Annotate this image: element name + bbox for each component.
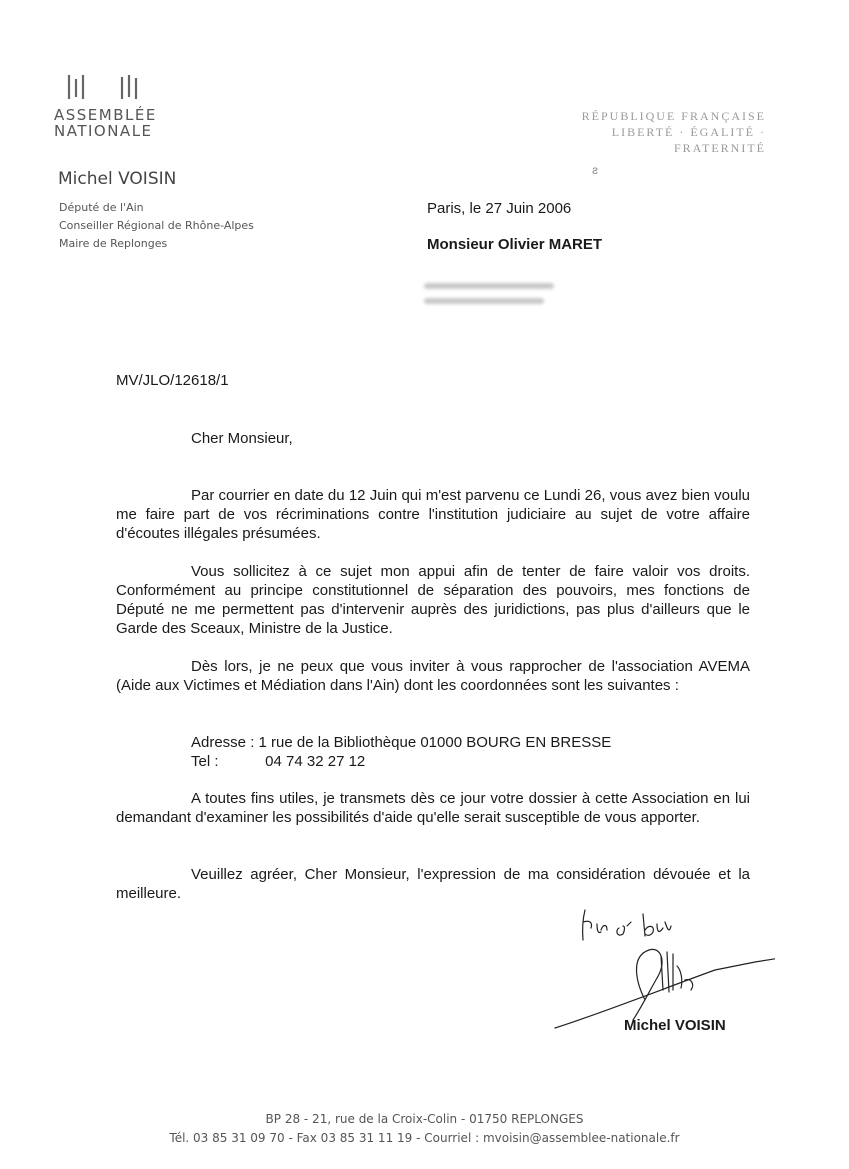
redacted-address (424, 283, 564, 313)
republic-motto (520, 108, 766, 156)
body-paragraph-5: Veuillez agréer, Cher Monsieur, l'expression de ma considération dévouée et la meilleure. (116, 866, 750, 902)
tel-label: Tel : (191, 753, 219, 770)
author-title-2: Conseiller Régional de Rhône-Alpes (59, 219, 254, 232)
institution-line1: ASSEMBLÉE (54, 106, 157, 124)
reference-number: MV/JLO/12618/1 (116, 372, 229, 389)
institution-name (54, 107, 157, 139)
scan-mark: ƨ (592, 163, 598, 177)
republic-line2: LIBERTÉ · ÉGALITÉ · FRATERNITÉ (611, 125, 766, 155)
address-label: Adresse : (191, 734, 255, 751)
footer-address: BP 28 - 21, rue de la Croix-Colin - 01750 REPLONGES (265, 1112, 584, 1126)
footer (0, 1110, 849, 1148)
institution-line2: NATIONALE (54, 122, 153, 140)
author-titles (59, 199, 254, 253)
author-name: Michel VOISIN (58, 169, 177, 189)
body-paragraph-2: Vous sollicitez à ce sujet mon appui afin de tenter de faire valoir vos droits. Conformément au principe constitutionnel de séparation des pouvoirs, mes fonctions de Député ne me permettent pas d'intervenir auprès des juridictions, pas plus d'ailleurs que le Garde des Sceaux, Ministre de la Justice. (116, 563, 750, 637)
author-title-3: Maire de Replonges (59, 237, 168, 250)
recipient-name: Monsieur Olivier MARET (427, 236, 603, 253)
address-value: 1 rue de la Bibliothèque 01000 BOURG EN BRESSE (258, 734, 612, 751)
body-paragraph-1: Par courrier en date du 12 Juin qui m'est parvenu ce Lundi 26, vous avez bien voulu me faire part de vos récriminations contre l'institution judiciaire au sujet de votre affaire d'écoutes illégales présumées. (116, 487, 750, 542)
address-line (191, 733, 611, 752)
letter-date: Paris, le 27 Juin 2006 (427, 200, 572, 217)
republic-line1: RÉPUBLIQUE FRANÇAISE (581, 109, 766, 123)
body-paragraph-4: A toutes fins utiles, je transmets dès ce jour votre dossier à cette Association en lui demandant d'examiner les possibilités d'aide qu'elle serait susceptible de vous apporter. (116, 790, 750, 826)
tel-value: 04 74 32 27 12 (265, 753, 366, 770)
signer-name: Michel VOISIN (624, 1017, 726, 1034)
author-title-1: Député de l'Ain (59, 201, 144, 214)
salutation: Cher Monsieur, (191, 430, 293, 447)
tel-line (191, 752, 365, 771)
body-paragraph-3: Dès lors, je ne peux que vous inviter à vous rapprocher de l'association AVEMA (Aide aux Victimes et Médiation dans l'Ain) dont les coordonnées sont les suivantes : (116, 658, 750, 694)
assemblee-logo-icon (66, 73, 156, 101)
footer-contact: Tél. 03 85 31 09 70 - Fax 03 85 31 11 19 - Courriel : mvoisin@assemblee-nationale.fr (169, 1131, 680, 1145)
